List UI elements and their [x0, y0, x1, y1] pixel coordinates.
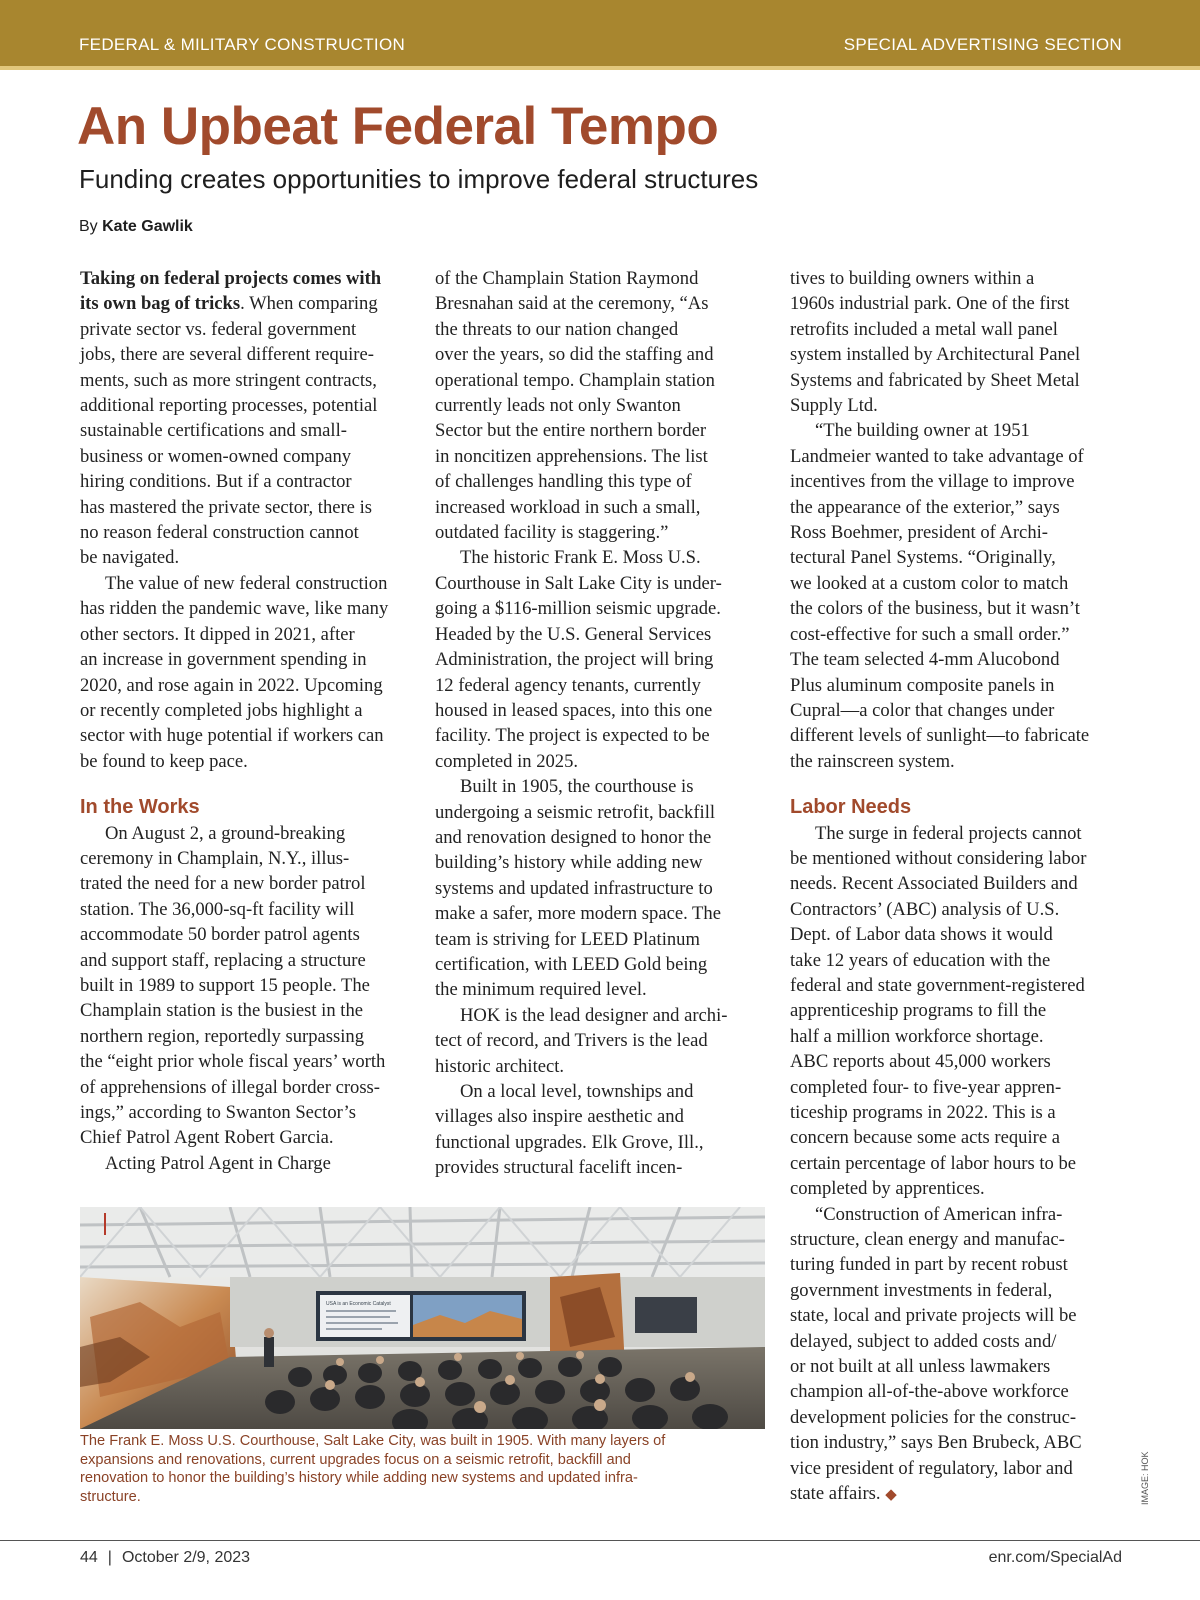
- text-line: the “eight prior whole fiscal years’ worth: [80, 1051, 386, 1073]
- text-line: trated the need for a new border patrol: [80, 873, 366, 895]
- text-line: Champlain station is the busiest in the: [80, 1000, 364, 1022]
- text-line: different levels of sunlight—to fabricate: [790, 725, 1090, 747]
- text-line: ments, such as more stringent contracts,: [80, 369, 377, 391]
- text-line: champion all-of-the-above workforce: [790, 1381, 1069, 1403]
- text-line: the rainscreen system.: [790, 750, 955, 772]
- text-line: accommodate 50 border patrol agents: [80, 924, 360, 946]
- text-line: be mentioned without considering labor: [790, 847, 1087, 869]
- text-line: ticeship programs in 2022. This is a: [790, 1102, 1056, 1123]
- text-line: going a $116-million seismic upgrade.: [435, 598, 721, 620]
- paragraph: [435, 1003, 770, 1079]
- text-line: Dept. of Labor data shows it would: [790, 924, 1053, 946]
- text-line: operational tempo. Champlain station: [435, 369, 715, 391]
- text-line: delayed, subject to added costs and/: [790, 1330, 1057, 1352]
- text-line: facility. The project is expected to be: [435, 725, 710, 747]
- header-band: [0, 0, 1200, 66]
- text-line: needs. Recent Associated Builders and: [790, 873, 1078, 895]
- byline: [79, 218, 193, 236]
- issue-date: October 2/9, 2023: [121, 1549, 251, 1566]
- header-accent-rule: [0, 66, 1200, 70]
- text-line: On a local level, townships and: [460, 1081, 694, 1102]
- paragraph: [435, 1079, 770, 1181]
- text-line: be navigated.: [80, 547, 180, 569]
- column-2: [435, 266, 770, 1181]
- text-line: sustainable certifications and small-: [80, 420, 347, 442]
- paragraph: [435, 545, 770, 774]
- text-line: of the Champlain Station Raymond: [435, 268, 699, 289]
- text-line: The team selected 4-mm Alucobond: [790, 649, 1060, 671]
- text-line: has mastered the private sector, there is: [80, 496, 372, 518]
- text-line: certain percentage of labor hours to be: [790, 1152, 1077, 1174]
- text-line: retrofits included a metal wall panel: [790, 318, 1058, 340]
- text-line: the appearance of the exterior,” says: [790, 496, 1060, 518]
- text-line: functional upgrades. Elk Grove, Ill.,: [435, 1131, 704, 1153]
- text-line: outdated facility is staggering.”: [435, 522, 669, 544]
- text-line: half a million workforce shortage.: [790, 1025, 1044, 1047]
- article-title: An Upbeat Federal Tempo: [77, 97, 719, 156]
- text-line: Sector but the entire northern border: [435, 420, 707, 442]
- paragraph: [790, 266, 1125, 418]
- subhead-in-the-works: In the Works: [80, 796, 200, 819]
- text-line: and renovation designed to honor the: [435, 826, 712, 848]
- text-line: team is striving for LEED Platinum: [435, 928, 700, 950]
- text-line: provides structural facelift incen-: [435, 1157, 683, 1179]
- paragraph: [80, 821, 415, 1151]
- text-line: be found to keep pace.: [80, 750, 248, 772]
- text-line: apprenticeship programs to fill the: [790, 1000, 1047, 1022]
- text-line: or recently completed jobs highlight a: [80, 699, 363, 721]
- text-line: building’s history while adding new: [435, 852, 703, 874]
- text-line: northern region, reportedly surpassing: [80, 1025, 364, 1047]
- text-line: station. The 36,000-sq-ft facility will: [80, 898, 355, 920]
- text-line: additional reporting processes, potential: [80, 395, 378, 417]
- text-line: private sector vs. federal government: [80, 318, 357, 340]
- paragraph: [435, 266, 770, 545]
- text-line: renovation to honor the building’s history while adding new systems and updated infra-: [80, 1470, 638, 1487]
- text-line: villages also inspire aesthetic and: [435, 1106, 684, 1128]
- page-number: 44: [80, 1549, 98, 1566]
- screen-title: USA is an Economic Catalyst: [326, 1301, 391, 1307]
- text-line: state, local and private projects will be: [790, 1305, 1077, 1327]
- paragraph: [790, 418, 1125, 774]
- text-line: 1960s industrial park. One of the first: [790, 293, 1070, 315]
- text-line: tion industry,” says Ben Brubeck, ABC: [790, 1432, 1082, 1454]
- text-line: Ross Boehmer, president of Archi-: [790, 522, 1048, 544]
- paragraph: [80, 1151, 415, 1176]
- text-line: On August 2, a ground-breaking: [105, 822, 346, 844]
- text-line: tives to building owners within a: [790, 268, 1035, 289]
- text-line: turing funded in part by recent robust: [790, 1254, 1068, 1276]
- article-subtitle: Funding creates opportunities to improve federal structures: [79, 164, 759, 194]
- text-line: expansions and renovations, current upgrades focus on a seismic retrofit, backfill and: [80, 1451, 631, 1468]
- paragraph: [80, 317, 415, 571]
- text-line: federal and state government-registered: [790, 974, 1085, 996]
- subhead-labor-needs: Labor Needs: [790, 796, 912, 819]
- text-line: ceremony in Champlain, N.Y., illus-: [80, 847, 350, 869]
- text-line: over the years, so did the staffing and: [435, 344, 714, 366]
- text-line: Chief Patrol Agent Robert Garcia.: [80, 1127, 334, 1149]
- text-line: Built in 1905, the courthouse is: [460, 776, 694, 798]
- text-line: “The building owner at 1951: [815, 420, 1030, 442]
- text-line: take 12 years of education with the: [790, 949, 1051, 971]
- text-line: undergoing a seismic retrofit, backfill: [435, 801, 716, 823]
- text-line: hiring conditions. But if a contractor: [80, 471, 352, 493]
- text-line: the minimum required level.: [435, 979, 647, 1001]
- column-3: [790, 266, 1125, 1509]
- text-line: Headed by the U.S. General Services: [435, 623, 712, 645]
- section-label: FEDERAL & MILITARY CONSTRUCTION: [79, 35, 406, 54]
- text-line: Landmeier wanted to take advantage of: [790, 445, 1084, 467]
- text-line: HOK is the lead designer and archi-: [460, 1004, 728, 1026]
- text-line: completed four- to five-year appren-: [790, 1076, 1062, 1098]
- text-line: Plus aluminum composite panels in: [790, 674, 1055, 696]
- image-credit: IMAGE: HOK: [1140, 1451, 1150, 1505]
- courthouse-rendering-photo: [80, 1207, 765, 1429]
- text-line: cost-effective for such a small order.”: [790, 623, 1070, 645]
- author-name: Kate Gawlik: [102, 218, 193, 235]
- text-line: an increase in government spending in: [80, 649, 367, 671]
- footer-rule: [0, 1540, 1200, 1541]
- text-line: tect of record, and Trivers is the lead: [435, 1030, 708, 1052]
- text-line: increased workload in such a small,: [435, 496, 701, 518]
- text-line: ings,” according to Swanton Sector’s: [80, 1102, 356, 1123]
- text-line: Administration, the project will bring: [435, 649, 714, 671]
- text-line: The surge in federal projects cannot: [815, 822, 1082, 844]
- text-line: 12 federal agency tenants, currently: [435, 674, 701, 696]
- text-line: certification, with LEED Gold being: [435, 953, 708, 975]
- text-line: tectural Panel Systems. “Originally,: [790, 547, 1056, 569]
- text-line: structure, clean energy and manufac-: [790, 1229, 1065, 1251]
- text-line: The Frank E. Moss U.S. Courthouse, Salt Lake City, was built in 1905. With many layers of: [80, 1433, 666, 1449]
- text-line: or not built at all unless lawmakers: [790, 1356, 1051, 1378]
- text-line: has ridden the pandemic wave, like many: [80, 598, 389, 620]
- folio-separator: |: [107, 1549, 112, 1566]
- text-line: development policies for the construc-: [790, 1406, 1077, 1428]
- text-line: Contractors’ (ABC) analysis of U.S.: [790, 898, 1060, 920]
- paragraph: [790, 821, 1125, 1202]
- closing-line: state affairs. ◆: [790, 1483, 897, 1505]
- text-line: historic architect.: [435, 1055, 565, 1077]
- text-line: Supply Ltd.: [790, 395, 878, 417]
- text-line: and support staff, replacing a structure: [80, 949, 366, 971]
- text-line: of apprehensions of illegal border cross-: [80, 1076, 380, 1098]
- advertising-label: SPECIAL ADVERTISING SECTION: [843, 35, 1122, 54]
- text-line: Acting Patrol Agent in Charge: [105, 1152, 331, 1174]
- text-line: the colors of the business, but it wasn’t: [790, 598, 1080, 620]
- byline-prefix: By: [79, 218, 98, 235]
- text-line: incentives from the village to improve: [790, 471, 1075, 493]
- footer-folio: [80, 1549, 250, 1567]
- text-line: Systems and fabricated by Sheet Metal: [790, 369, 1080, 391]
- text-line: concern because some acts require a: [790, 1127, 1060, 1149]
- text-line: business or women-owned company: [80, 445, 352, 467]
- text-line: Cupral—a color that changes under: [790, 699, 1055, 721]
- text-line: 2020, and rose again in 2022. Upcoming: [80, 674, 383, 696]
- text-line: completed by apprentices.: [790, 1178, 985, 1200]
- text-line: sector with huge potential if workers can: [80, 725, 384, 747]
- column-1: [80, 266, 415, 1176]
- paragraph: [435, 774, 770, 1003]
- text-line: in noncitizen apprehensions. The list: [435, 445, 708, 467]
- text-line: vice president of regulatory, labor and: [790, 1457, 1073, 1479]
- text-line: The historic Frank E. Moss U.S.: [460, 547, 701, 569]
- text-line: ABC reports about 45,000 workers: [790, 1051, 1051, 1073]
- text-line: we looked at a custom color to match: [790, 572, 1069, 594]
- text-line: other sectors. It dipped in 2021, after: [80, 623, 355, 645]
- text-line: currently leads not only Swanton: [435, 395, 681, 417]
- text-line: of challenges handling this type of: [435, 471, 692, 493]
- text-line: structure.: [80, 1488, 141, 1505]
- text-line: jobs, there are several different require-: [80, 344, 374, 366]
- text-line: “Construction of American infra-: [815, 1203, 1063, 1225]
- text-line: housed in leased spaces, into this one: [435, 699, 713, 721]
- footer-url: enr.com/SpecialAd: [988, 1549, 1122, 1566]
- lead-line: its own bag of tricks. When comparing: [80, 293, 378, 315]
- text-line: Courthouse in Salt Lake City is under-: [435, 572, 722, 594]
- paragraph: [790, 1202, 1125, 1481]
- text-line: The value of new federal construction: [105, 572, 388, 594]
- text-line: system installed by Architectural Panel: [790, 344, 1081, 366]
- text-line: the threats to our nation changed: [435, 318, 679, 340]
- text-line: built in 1989 to support 15 people. The: [80, 974, 370, 996]
- text-line: completed in 2025.: [435, 750, 579, 772]
- photo-caption: [80, 1432, 770, 1506]
- text-line: government investments in federal,: [790, 1279, 1053, 1301]
- text-line: no reason federal construction cannot: [80, 522, 359, 544]
- paragraph: [80, 571, 415, 774]
- end-mark-icon: ◆: [885, 1487, 897, 1504]
- text-line: systems and updated infrastructure to: [435, 877, 713, 899]
- text-line: make a safer, more modern space. The: [435, 903, 721, 925]
- lead-line: Taking on federal projects comes with: [80, 268, 382, 289]
- text-line: Bresnahan said at the ceremony, “As: [435, 293, 709, 315]
